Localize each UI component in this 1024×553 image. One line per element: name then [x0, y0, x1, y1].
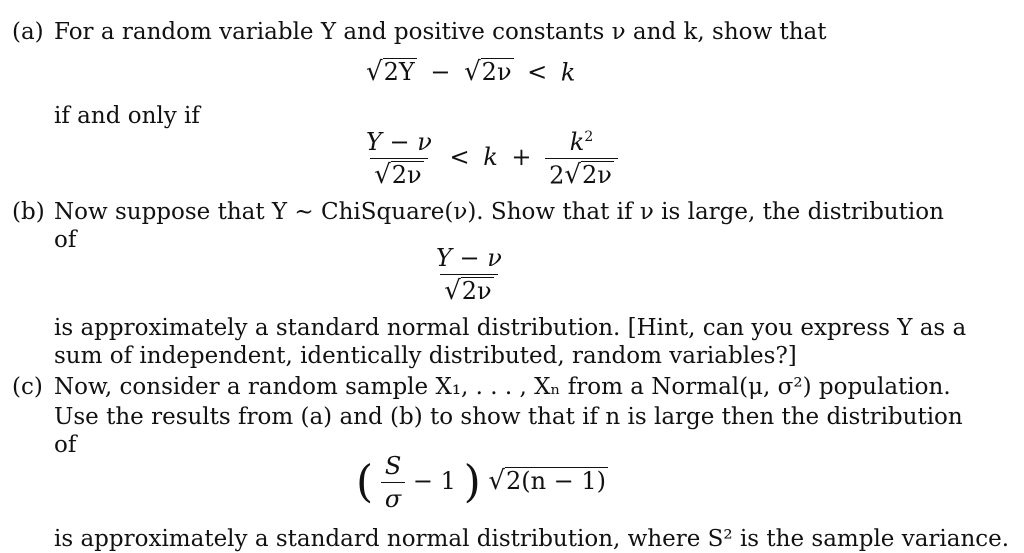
part-b-line3: is approximately a standard normal distribution. [Hint, can you express Y as a: [54, 315, 967, 341]
part-a-label: (a): [12, 19, 44, 45]
part-b-line1: Now suppose that Y ∼ ChiSquare(ν). Show that if ν is large, the distribution: [54, 199, 944, 225]
part-a-intro: For a random variable Y and positive constants ν and k, show that: [54, 19, 827, 45]
equation-a1: √ 2Y − √ 2ν < k: [366, 57, 576, 88]
part-c-line4: is approximately a standard normal distribution, where S² is the sample variance.: [54, 526, 1010, 552]
fraction-k-squared: $k^2$ 2 √ 2ν: [545, 128, 618, 189]
equation-c: ( $\frac{S}{\sigma}$ − 1 ) √ 2(n − 1): [356, 452, 607, 513]
part-c-label: (c): [12, 374, 43, 400]
part-b-line4: sum of independent, identically distributed, random variables?]: [54, 343, 797, 369]
part-c-line3: of: [54, 432, 77, 458]
part-c-line1: Now, consider a random sample X₁, . . . , Xₙ from a Normal(μ, σ²) population.: [54, 374, 951, 400]
part-b-label: (b): [12, 199, 45, 225]
part-a-iff: if and only if: [54, 103, 200, 129]
fraction-y-minus-nu: Y − ν √ 2ν: [366, 128, 432, 191]
fraction-y-minus-nu-b: Y − ν √ 2ν: [436, 244, 502, 307]
sqrt-2n-minus-1: √ 2(n − 1): [488, 466, 607, 496]
equation-b: [432, 244, 506, 305]
sqrt-2y: √ 2Y: [366, 57, 415, 88]
part-b-line2: of: [54, 227, 77, 253]
fraction-s-over-sigma: $\frac{S}{\sigma}$: [381, 452, 405, 513]
equation-a2: Y − ν √ 2ν < k + $k^2$ 2 √ 2ν: [362, 128, 618, 189]
part-c-line2: Use the results from (a) and (b) to show that if n is large then the distribution: [54, 404, 963, 430]
sqrt-2nu: √ 2ν: [464, 57, 512, 88]
